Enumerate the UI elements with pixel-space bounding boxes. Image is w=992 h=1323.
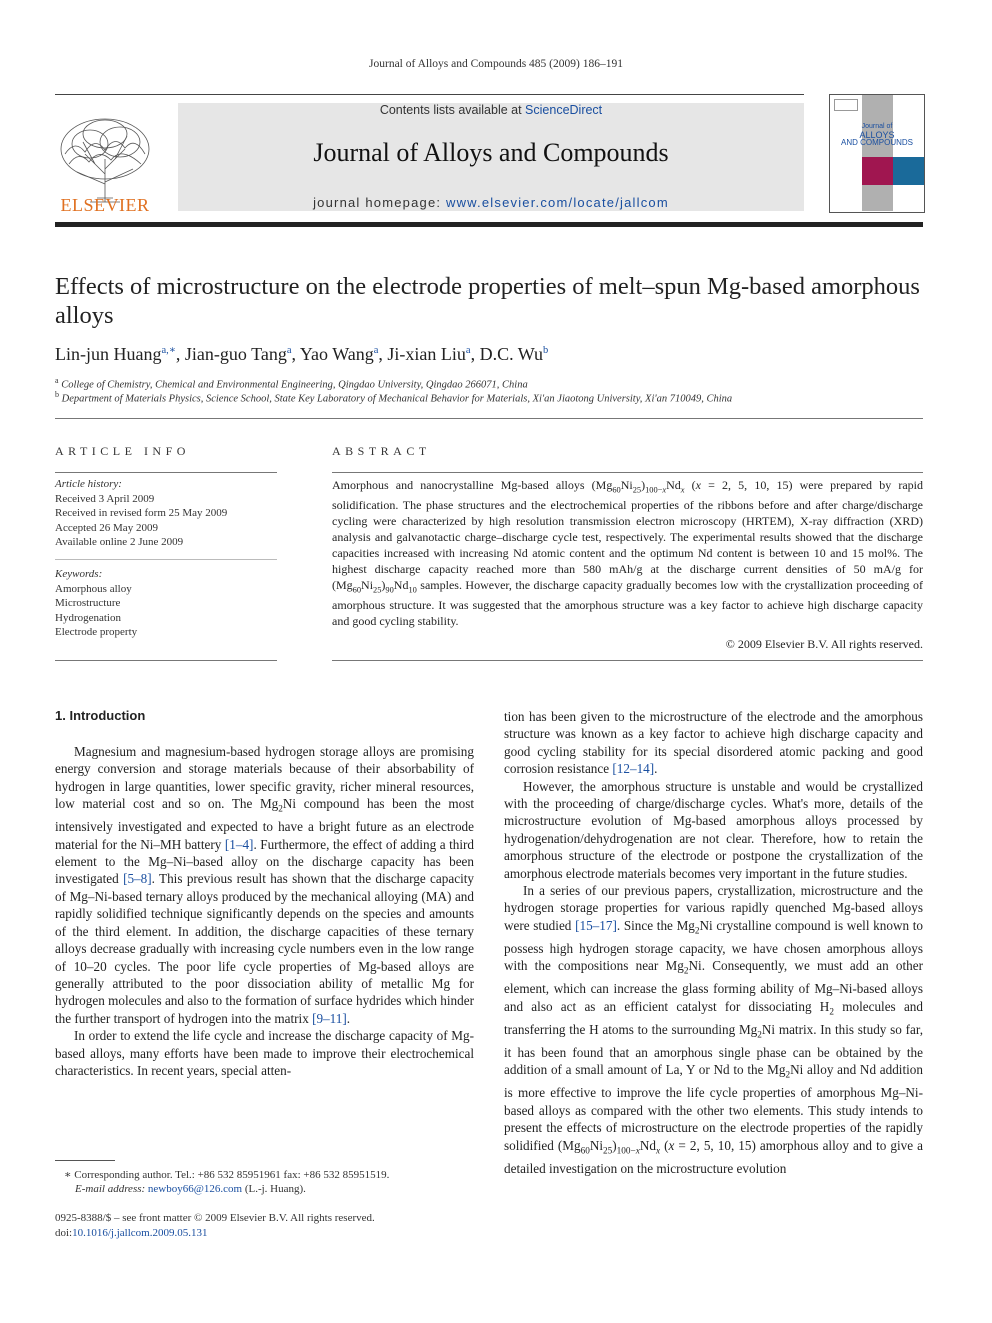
author-name: D.C. Wu xyxy=(479,344,544,364)
author-affil-mark[interactable]: a xyxy=(286,345,292,356)
sciencedirect-link[interactable]: ScienceDirect xyxy=(525,103,603,117)
keywords xyxy=(55,567,277,640)
divider xyxy=(55,472,277,473)
article-history xyxy=(55,477,277,550)
keyword: Electrode property xyxy=(55,626,138,638)
contents-line xyxy=(178,103,804,117)
affiliation-a: $^a$ College of Chemistry, Chemical and Environmental Engineering, Qingdao University, Qingdao 266071, China xyxy=(55,376,528,391)
abstract-text: Amorphous and nanocrystalline Mg-based alloys $(Mg_{60}Ni_{25})_{100-x}Nd_x$ (x = 2, 5, 10, 15) were prepared by rapid solidification. The phase structures and the electrochemical properties of the ribbons before and after charge/discharge cycling were characterized by high resolution transmission electron microscopy (HRTEM), X-ray diffraction (XRD) analysis and galvanotactic charge–discharge cycle test, respectively. The experimental results showed that the discharge capacities increased with increasing Nd atomic content and the optimum Nd content is between 10 and 15 mol%. The highest discharge capacity reached more than 580 mAh/g at the discharge current densities of 50 mA/g for $(Mg_{60}Ni_{25})_{90}Nd_{10}$ samples. However, the discharge capacity gradually becomes low with the crystallization proceeding of amorphous structure. It was suggested that the amorphous structure was a key factor to achieve high discharge capacity and good cycling stability. xyxy=(332,478,923,629)
history-item: Available online 2 June 2009 xyxy=(55,536,184,548)
contents-prefix: Contents lists available at xyxy=(379,103,526,117)
history-item: Received 3 April 2009 xyxy=(55,492,155,505)
article-info-heading: ARTICLE INFO xyxy=(55,444,190,458)
body-column-left: Magnesium and magnesium-based hydrogen storage alloys are promising energy conversion and storage materials because of their absorbability of hydrogen in large quantities, lower specific gravity, richer mineral resources, low material cost and so on. The $Mg_2Ni$ compound has been the most intensively investigated and expected to have a bright future as an electrode material for the Ni–MH battery [1–4]. Furthermore, the effect of adding a third element to the Mg–Ni–based alloy on the discharge capacity has been investigated [5–8]. This previous result has shown that the discharge capacity of Mg–Ni-based ternary alloys produced by the mechanical alloying (MA) and rapidly solidified technique significantly depends on the species and amounts of the third element. In addition, the discharge capacities of these ternary alloys decrease gradually with increasing cycle numbers even in the low range of 10–20 cycles. The poor life cycle properties of Mg-based alloys are generally attributed to the poor dissociation ability of metallic Mg for hydrogen molecules and also to the formation of surface hydrides which hinder the further transport of hydrogen into the matrix [9–11]. In order to extend the life cycle and increase the discharge capacity of Mg-based alloys, many efforts have been made to improve their electrochemical characteristics. In recent years, special atten- xyxy=(55,744,475,1078)
section-heading-introduction: 1. Introduction xyxy=(55,708,146,723)
article-title: Effects of microstructure on the electrode properties of melt–spun Mg-based amorphous alloys xyxy=(55,273,920,329)
corresponding-author-note: ∗ Corresponding author. Tel.: +86 532 85951961 fax: +86 532 85951519. xyxy=(64,1169,390,1181)
issn-line: 0925-8388/$ – see front matter © 2009 Elsevier B.V. All rights reserved. xyxy=(55,1212,375,1224)
doi-link[interactable]: 10.1016/j.jallcom.2009.05.131 xyxy=(72,1227,208,1239)
homepage-prefix: journal homepage: xyxy=(313,195,446,210)
citation-link[interactable]: [15–17] xyxy=(575,917,617,933)
history-item: Received in revised form 25 May 2009 xyxy=(55,507,228,519)
divider xyxy=(332,472,923,473)
cover-line-3: AND COMPOUNDS xyxy=(840,138,913,147)
doi-label: doi: xyxy=(55,1227,73,1239)
abstract-copyright: © 2009 Elsevier B.V. All rights reserved. xyxy=(725,637,923,651)
citation-link[interactable]: [1–4] xyxy=(224,836,254,852)
keyword: Hydrogenation xyxy=(55,611,121,624)
affiliation-b: $^b$ Department of Materials Physics, Science School, State Key Laboratory of Mechanical Behavior for Materials, Xi'an Jiaotong University, Xi'an 710049, China xyxy=(55,390,733,405)
email-note xyxy=(75,1183,306,1195)
email-suffix: (L.-j. Huang). xyxy=(242,1183,306,1195)
abstract-heading: ABSTRACT xyxy=(332,444,431,458)
cover-logo-icon xyxy=(834,99,858,111)
author-affil-mark[interactable]: a,∗ xyxy=(161,345,176,356)
author-affil-mark[interactable]: b xyxy=(543,345,549,356)
body-column-right: tion has been given to the microstructure of the electrode and the amorphous structure was known as a key factor to achieve high discharge capacity and good cycling stability for its special disordered atomic packing and good corrosion resistance [12–14]. However, the amorphous structure is unstable and would be crystallized with the proceeding of charge/discharge cycles. What's more, details of the microstructure evolution of Mg-based amorphous alloys processed by hydrogenation/dehydrogenation are not clear. Therefore, how to retain the amorphous structure of the electrode or postpone the crystallization of the amorphous electrode materials becomes very important in the future studies. In a series of our previous papers, crystallization, microstructure and the hydrogen storage properties for various rapidly quenched Mg-based alloys were studied [15–17]. Since the $Mg_2Ni$ crystalline compound is well known to possess high hydrogen storage capacity, we have chosen amorphous alloys with the compositions near $Mg_2Ni$. Consequently, we must add an other element, which can increase the glass forming ability of Mg–Ni-based alloys and also act as an efficient catalyst for dissociating $H_2$ molecules and transferring the H atoms to the surrounding $Mg_2Ni$ matrix. In this study so far, it has been found that an amorphous single phase can be obtained by the addition of a small amount of La, Y or Nd to the $Mg_2Ni$ alloy and Nd addition is more effective to improve the life cycle properties of amorphous Mg–Ni-based alloys as compared with the other two elements. This study intends to present the effects of microstructure on the electrode properties of the rapidly solidified $(Mg_{60}Ni_{25})_{100-x}Nd_x$ (x = 2, 5, 10, 15) amorphous alloy and to give a detailed investigation on the microstructure evolution xyxy=(504,709,924,1176)
journal-homepage xyxy=(178,195,804,210)
author-name: Ji-xian Liu xyxy=(387,344,466,364)
history-item: Accepted 26 May 2009 xyxy=(55,521,158,534)
divider xyxy=(332,660,923,661)
doi-line xyxy=(55,1227,207,1239)
author-list: Lin-jun Huang$^{a,∗}$, Jian-guo Tang$^a$, Yao Wang$^a$, Ji-xian Liu$^a$, D.C. Wu$^b$ xyxy=(55,344,549,364)
homepage-link[interactable]: www.elsevier.com/locate/jallcom xyxy=(446,195,669,210)
email-label: E-mail address: xyxy=(75,1183,148,1195)
header-thick-rule xyxy=(55,222,923,227)
journal-cover xyxy=(829,94,925,213)
author-affil-mark[interactable]: a xyxy=(373,345,379,356)
header-rule xyxy=(55,94,804,95)
cover-line-1: Journal of xyxy=(861,123,893,130)
citation-link[interactable]: [9–11] xyxy=(312,1010,347,1026)
email-link[interactable]: newboy66@126.com xyxy=(147,1183,243,1195)
publisher-name: ELSEVIER xyxy=(60,195,150,215)
citation-link[interactable]: [5–8] xyxy=(123,871,152,887)
author-affil-mark[interactable]: a xyxy=(465,345,471,356)
citation-link[interactable]: [12–14] xyxy=(612,761,655,777)
divider xyxy=(55,418,923,419)
keyword: Microstructure xyxy=(55,597,121,609)
author-name: Lin-jun Huang xyxy=(55,344,162,364)
footnote-rule xyxy=(55,1160,115,1161)
journal-name: Journal of Alloys and Compounds xyxy=(313,138,669,167)
cover-line-2: ALLOYS xyxy=(859,130,895,140)
author-name: Jian-guo Tang xyxy=(184,344,287,364)
keyword: Amorphous alloy xyxy=(55,582,132,595)
divider xyxy=(55,559,277,560)
keywords-label: Keywords: xyxy=(55,568,103,580)
journal-citation: Journal of Alloys and Compounds 485 (2009) 186–191 xyxy=(369,58,623,70)
author-name: Yao Wang xyxy=(299,344,374,364)
divider xyxy=(55,660,277,661)
history-label: Article history: xyxy=(55,478,122,490)
